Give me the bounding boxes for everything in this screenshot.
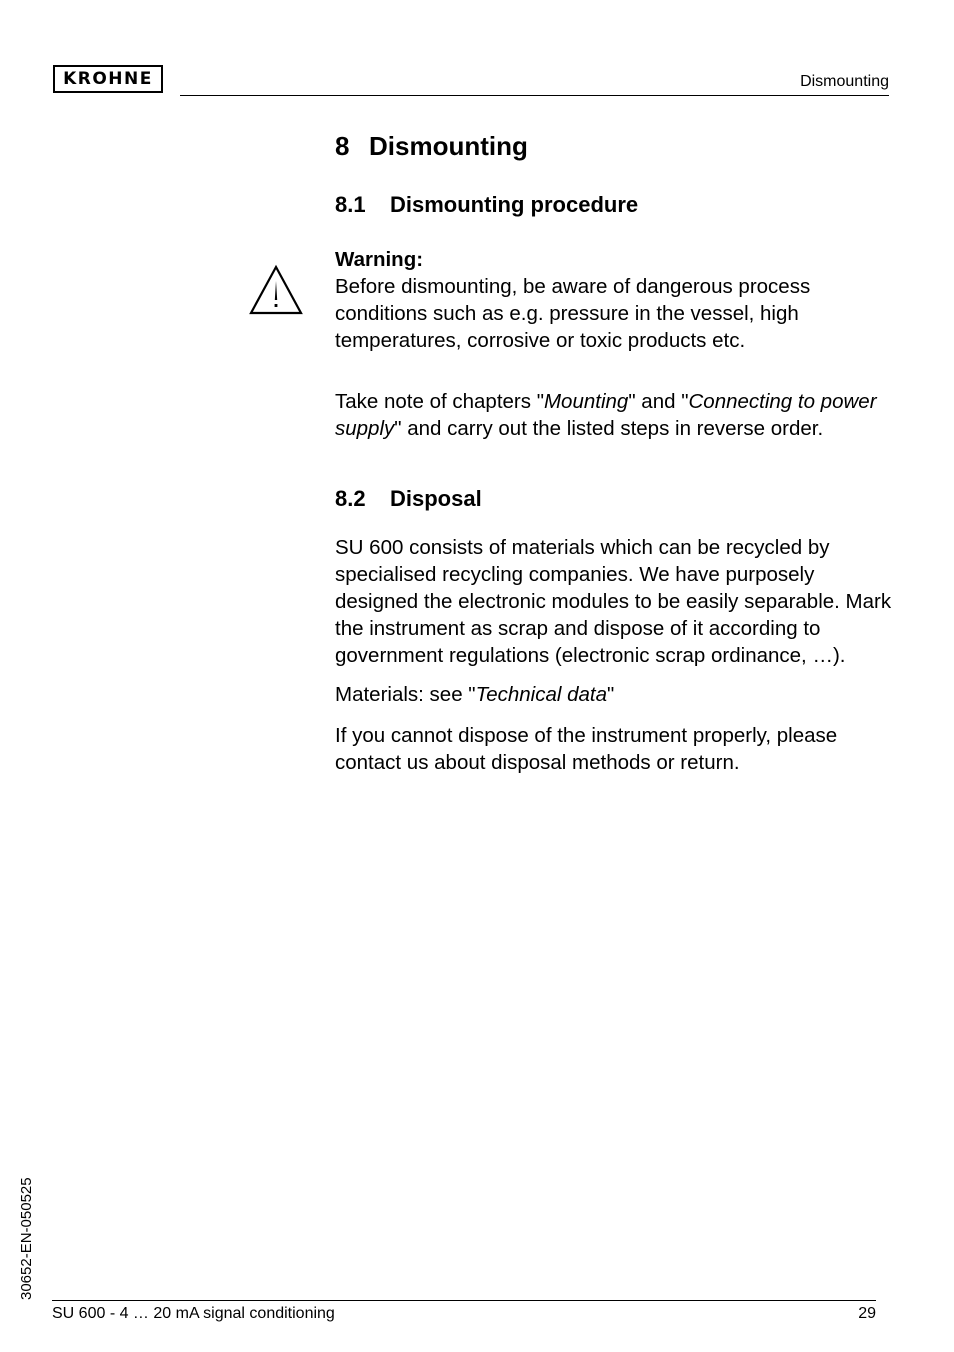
materials-prefix: Materials: see " <box>335 683 476 706</box>
section-number: 8.2 <box>335 486 366 511</box>
section-heading-8-1 <box>335 190 895 220</box>
warning-label: Warning: <box>335 248 424 271</box>
procedure-note <box>335 388 895 442</box>
running-header: Dismounting <box>800 73 889 90</box>
warning-text: Before dismounting, be aware of dangerous process conditions such as e.g. pressure in the vessel, high temperatures, corrosive or toxic products etc. <box>335 275 811 352</box>
footer-rule <box>52 1300 876 1301</box>
main-content <box>335 128 895 776</box>
warning-triangle-icon <box>248 264 304 316</box>
section-number: 8.1 <box>335 192 366 217</box>
materials-paragraph <box>335 681 895 708</box>
chapter-number: 8 <box>335 131 350 161</box>
note-mid: " and " <box>628 390 689 413</box>
chapter-title: Dismounting <box>369 131 528 161</box>
return-paragraph: If you cannot dispose of the instrument properly, please contact us about disposal methods or return. <box>335 724 838 774</box>
krohne-logo: KROHNE <box>53 65 163 93</box>
chapter-heading <box>335 128 895 164</box>
section-heading-8-2 <box>335 484 895 514</box>
note-suffix: " and carry out the listed steps in reverse order. <box>394 417 824 440</box>
disposal-paragraph: SU 600 consists of materials which can be recycled by specialised recycling companies. We have purposely designed the electronic modules to be easily separable. Mark the instrument as scrap and dispose of it according to government regulations (electronic scrap ordinance, …). <box>335 536 892 667</box>
footer-doc-title: SU 600 - 4 … 20 mA signal conditioning <box>52 1305 335 1322</box>
section-title: Dismounting procedure <box>390 192 639 217</box>
materials-suffix: " <box>607 683 615 706</box>
page-number: 29 <box>858 1305 876 1322</box>
warning-block <box>335 246 895 354</box>
header-rule <box>180 95 889 96</box>
document-code: 30652-EN-050525 <box>18 1177 35 1300</box>
note-ref-connecting: Connecting to power supply <box>335 390 877 440</box>
note-prefix: Take note of chapters " <box>335 390 544 413</box>
note-ref-mounting: Mounting <box>543 390 629 413</box>
section-title: Disposal <box>390 486 482 511</box>
materials-ref: Technical data <box>475 683 608 706</box>
